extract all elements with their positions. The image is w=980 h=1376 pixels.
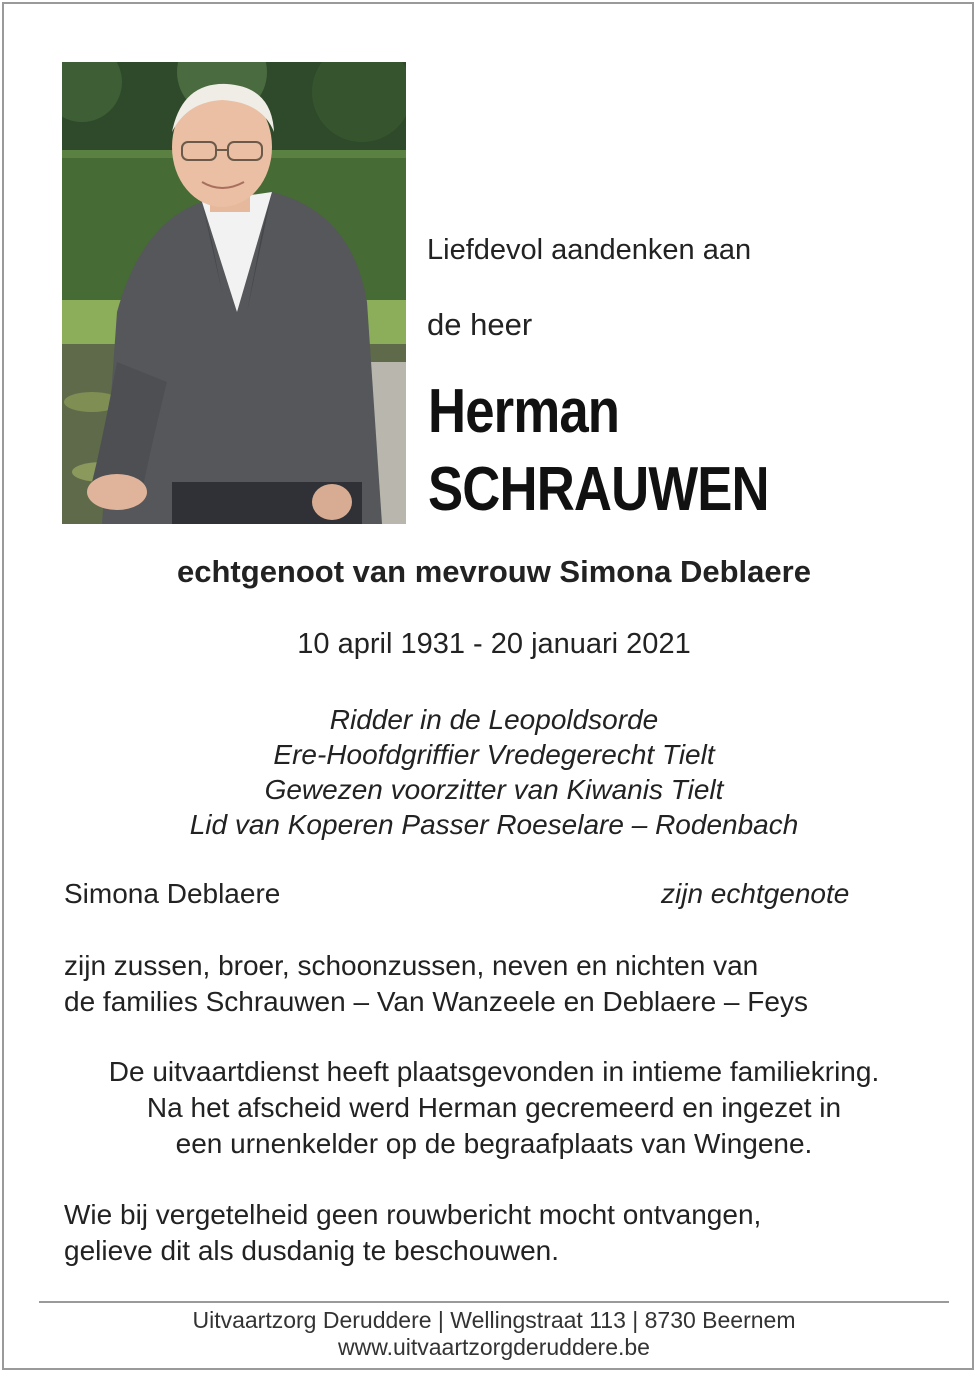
closing-notice: [64, 1197, 761, 1269]
closing-line: gelieve dit als dusdanig te beschouwen.: [64, 1235, 560, 1266]
service-line: De uitvaartdienst heeft plaatsgevonden in intieme familiekring.: [108, 1056, 880, 1087]
honorific: de heer: [427, 307, 533, 342]
memorial-card: [2, 2, 974, 1370]
honor-item: Lid van Koperen Passer Roeselare – Rodenbach: [189, 809, 799, 840]
deceased-last-name: SCHRAUWEN: [428, 455, 769, 524]
mourner-name: Simona Deblaere: [64, 878, 281, 909]
family-text: [64, 948, 808, 1020]
footer-divider: [39, 1301, 949, 1303]
footer-address: Uitvaartzorg Deruddere | Wellingstraat 113 | 8730 Beernem: [192, 1307, 796, 1333]
footer-website: www.uitvaartzorgderuddere.be: [338, 1334, 650, 1360]
closing-line: Wie bij vergetelheid geen rouwbericht mocht ontvangen,: [64, 1199, 762, 1230]
footer: [4, 1307, 980, 1361]
service-text: [4, 1054, 980, 1162]
mourner-role: zijn echtgenote: [661, 878, 850, 909]
deceased-first-name: Herman: [428, 377, 620, 446]
honor-item: Ridder in de Leopoldsorde: [329, 704, 659, 735]
life-dates: 10 april 1931 - 20 januari 2021: [297, 628, 691, 660]
service-line: een urnenkelder op de begraafplaats van Wingene.: [175, 1128, 813, 1159]
honor-item: Gewezen voorzitter van Kiwanis Tielt: [264, 774, 724, 805]
portrait-photo: [62, 62, 406, 524]
honor-item: Ere-Hoofdgriffier Vredegerecht Tielt: [273, 739, 715, 770]
spouse-line: echtgenoot van mevrouw Simona Deblaere: [177, 554, 811, 589]
service-line: Na het afscheid werd Herman gecremeerd en ingezet in: [146, 1092, 842, 1123]
honors-list: [4, 702, 980, 842]
intro-text: Liefdevol aandenken aan: [427, 234, 752, 266]
family-line: de families Schrauwen – Van Wanzeele en Deblaere – Feys: [64, 986, 808, 1017]
family-line: zijn zussen, broer, schoonzussen, neven en nichten van: [64, 950, 759, 981]
